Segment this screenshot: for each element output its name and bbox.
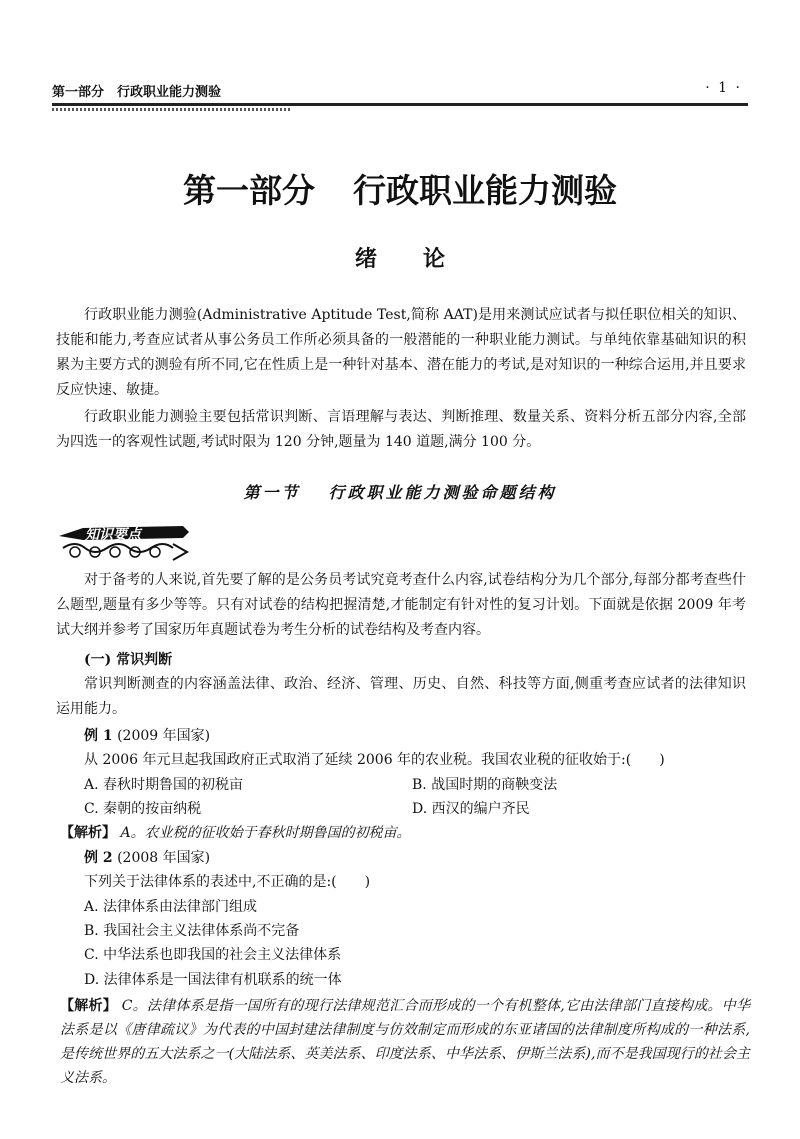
header-dotted-rule: [52, 108, 292, 111]
example-1-question: 从 2006 年元旦起我国政府正式取消了延续 2006 年的农业税。我国农业税的征收始于:( ): [84, 752, 665, 768]
part-title: [0, 165, 800, 212]
example-1-analysis-text: A。农业税的征收始于春秋时期鲁国的初税亩。: [120, 825, 411, 841]
knowledge-paragraph: 对于备考的人来说,首先要了解的是公务员考试究竟考查什么内容,试卷结构分为几个部分,每部分都考查些什么题型,题量有多少等等。只有对试卷的结构把握清楚,才能制定有针对性的复习计划。下面就是依据 2009 年考试大纲并参考了国家历年真题试卷为考生分析的试卷结构及考查内容。: [56, 572, 746, 638]
section-number: 第一节: [243, 483, 301, 502]
example-2-header: [84, 847, 210, 869]
example-1-analysis-label: 【解析】: [60, 825, 116, 841]
example-1-source: (2009 年国家): [117, 728, 211, 744]
example-2-source: (2008 年国家): [117, 850, 211, 866]
intro-paragraph-1: 行政职业能力测验(Administrative Aptitude Test,简称 AAT)是用来测试应试者与拟任职位相关的知识、技能和能力,考查应试者从事公务员工作所必须具备的一般潜能的一种职业能力测试。与单纯依靠基础知识的积累为主要方式的测验有所不同,它在性质上是一种针对基本、潜在能力的考试,是对知识的一种综合运用,并且要求反应快速、敏捷。: [56, 307, 746, 398]
section-heading: [0, 480, 800, 503]
example-1-analysis: [60, 822, 411, 844]
example-2-option-d: D. 法律体系是一国法律有机联系的统一体: [84, 972, 342, 988]
example-2-option-a: A. 法律体系由法律部门组成: [84, 899, 258, 915]
example-1-option-c: C. 秦朝的按亩纳税: [84, 801, 202, 817]
knowledge-badge-label: 知识要点: [85, 527, 141, 543]
chapter-subtitle: 绪论: [354, 247, 491, 272]
part-name: 行政职业能力测验: [353, 171, 617, 210]
example-2-analysis-text: C。法律体系是指一国所有的现行法律规范汇合而形成的一个有机整体,它由法律部门直接构成。中华法系是以《唐律疏议》为代表的中国封建法律制度与仿效制定而形成的东亚诸国的法律制度所构成的一种法系,是传统世界的五大法系之一(大陆法系、英美法系、印度法系、中华法系、伊斯兰法系),而不是我国现行的社会主义法系。: [60, 998, 750, 1086]
subsection-heading: (一) 常识判断: [84, 652, 173, 668]
header-section-title: 第一部分 行政职业能力测验: [52, 85, 222, 100]
subsection-text: 常识判断测查的内容涵盖法律、政治、经济、管理、历史、自然、科技等方面,侧重考查应试者的法律知识运用能力。: [56, 676, 746, 717]
running-header: [52, 78, 748, 104]
example-2-analysis: [60, 994, 750, 1090]
example-2-option-c: C. 中华法系也即我国的社会主义法律体系: [84, 947, 342, 963]
example-1-header: [84, 725, 210, 747]
intro-paragraph-2: 行政职业能力测验主要包括常识判断、言语理解与表达、判断推理、数量关系、资料分析五部分内容,全部为四选一的客观性试题,考试时限为 120 分钟,题量为 140 道题,满分 100 分。: [56, 409, 746, 450]
example-2-option-b: B. 我国社会主义法律体系尚不完备: [84, 923, 300, 939]
example-2-label: 例 2: [84, 850, 113, 866]
example-1-option-a: A. 春秋时期鲁国的初税亩: [84, 777, 244, 793]
part-number: 第一部分: [183, 171, 315, 210]
example-2-analysis-label: 【解析】: [60, 998, 118, 1014]
header-rule: [52, 103, 748, 106]
example-2-question: 下列关于法律体系的表述中,不正确的是:( ): [84, 874, 371, 890]
section-name: 行政职业能力测验命题结构: [328, 483, 557, 502]
page-number: · 1 ·: [705, 80, 742, 96]
example-1-option-b: B. 战国时期的商鞅变法: [412, 777, 558, 793]
example-1-option-d: D. 西汉的编户齐民: [412, 801, 530, 817]
knowledge-points-badge: [55, 518, 195, 568]
example-1-label: 例 1: [84, 728, 113, 744]
